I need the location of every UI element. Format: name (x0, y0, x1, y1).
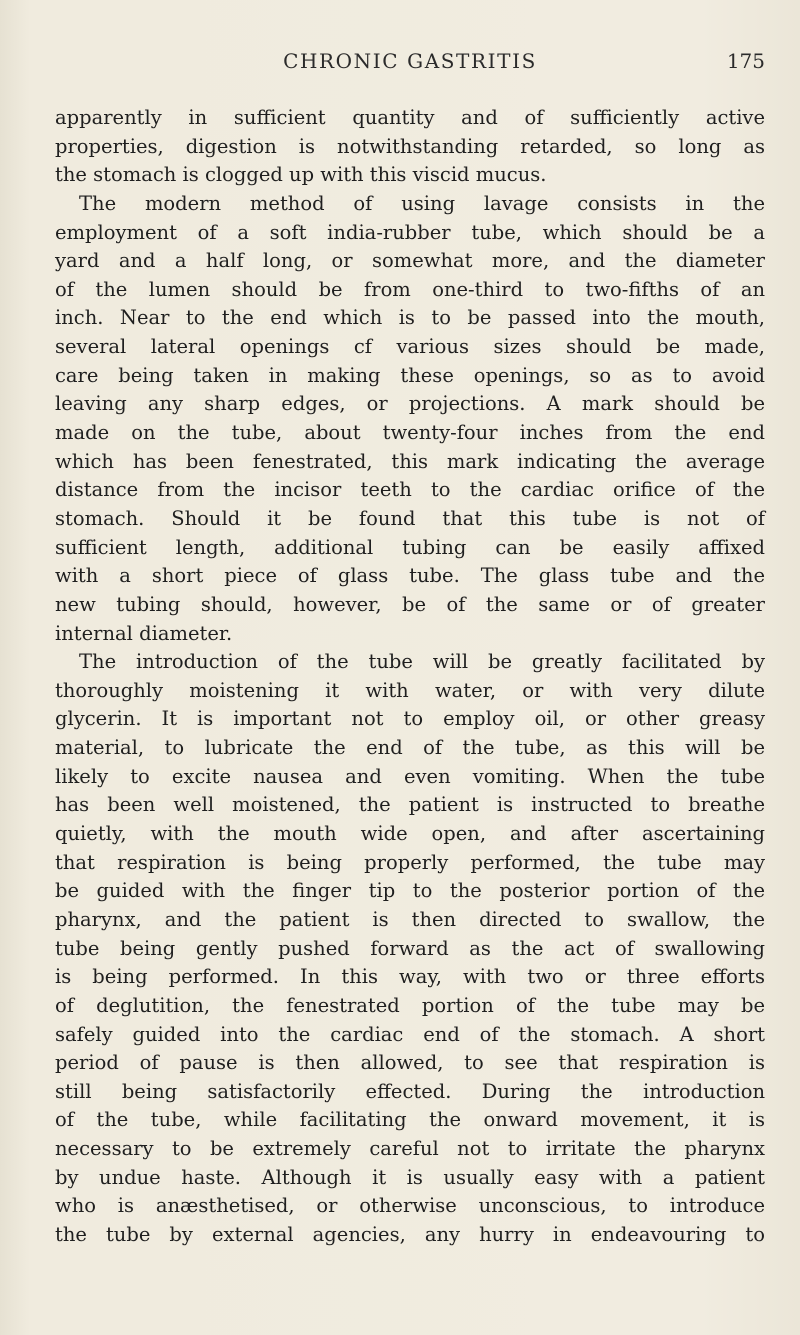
text-line: safely guided into the cardiac end of the stomach. A short (55, 1022, 765, 1046)
body-text (55, 104, 765, 1250)
running-head: CHRONIC GASTRITIS (283, 49, 537, 73)
text-line: apparently in sufficient quantity and of sufficiently active (55, 106, 765, 129)
text-line: of the tube, while facilitating the onward movement, it is (55, 1108, 765, 1132)
text-line: The introduction of the tube will be greatly facilitated by (79, 650, 765, 674)
text-line: which has been fenestrated, this mark indicating the average (55, 449, 765, 473)
text-line: inch. Near to the end which is to be passed into the mouth, (55, 306, 765, 330)
text-line: be guided with the finger tip to the posterior portion of the (55, 879, 765, 903)
text-line: quietly, with the mouth wide open, and after ascertaining (55, 822, 765, 846)
text-line: still being satisfactorily effected. During the introduction (55, 1079, 765, 1103)
text-line: properties, digestion is notwithstanding retarded, so long as (55, 134, 765, 158)
page-number: 175 (726, 49, 765, 73)
text-line: who is anæsthetised, or otherwise unconscious, to introduce (55, 1194, 765, 1218)
text-line: material, to lubricate the end of the tube, as this will be (55, 736, 765, 760)
text-line: leaving any sharp edges, or projections. A mark should be (55, 392, 765, 416)
text-line: pharynx, and the patient is then directed to swallow, the (55, 907, 765, 931)
text-line: the tube by external agencies, any hurry in endeavouring to (55, 1222, 765, 1246)
text-line: yard and a half long, or somewhat more, and the diameter (55, 249, 765, 273)
text-line: made on the tube, about twenty-four inches from the end (55, 421, 765, 445)
text-line: likely to excite nausea and even vomiting. When the tube (55, 764, 765, 788)
text-line: sufficient length, additional tubing can be easily affixed (55, 535, 765, 559)
text-line: with a short piece of glass tube. The glass tube and the (55, 564, 765, 588)
text-line: period of pause is then allowed, to see that respiration is (55, 1051, 765, 1075)
text-line: the stomach is clogged up with this viscid mucus. (55, 163, 547, 187)
text-line: care being taken in making these openings, so as to avoid (55, 363, 765, 387)
text-line: glycerin. It is important not to employ oil, or other greasy (55, 707, 765, 731)
text-line: new tubing should, however, be of the same or of greater (55, 592, 765, 616)
text-line: stomach. Should it be found that this tube is not of (55, 506, 765, 530)
text-line: that respiration is being properly performed, the tube may (55, 850, 765, 874)
text-line: tube being gently pushed forward as the act of swallowing (55, 936, 765, 960)
text-line: distance from the incisor teeth to the cardiac orifice of the (55, 478, 765, 502)
text-line: by undue haste. Although it is usually easy with a patient (55, 1165, 765, 1189)
text-line: thoroughly moistening it with water, or with very dilute (55, 678, 765, 702)
text-line: employment of a soft india-rubber tube, which should be a (55, 220, 765, 244)
text-line: The modern method of using lavage consists in the (79, 191, 765, 215)
page-header (55, 46, 765, 76)
text-line: necessary to be extremely careful not to irritate the pharynx (55, 1137, 765, 1161)
text-line: several lateral openings cf various sizes should be made, (55, 335, 765, 359)
text-line: of deglutition, the fenestrated portion of the tube may be (55, 993, 765, 1017)
text-line: of the lumen should be from one-third to two-fifths of an (55, 277, 765, 301)
text-line: internal diameter. (55, 621, 233, 645)
text-line: is being performed. In this way, with two or three efforts (55, 965, 765, 989)
text-line: has been well moistened, the patient is instructed to breathe (55, 793, 765, 817)
